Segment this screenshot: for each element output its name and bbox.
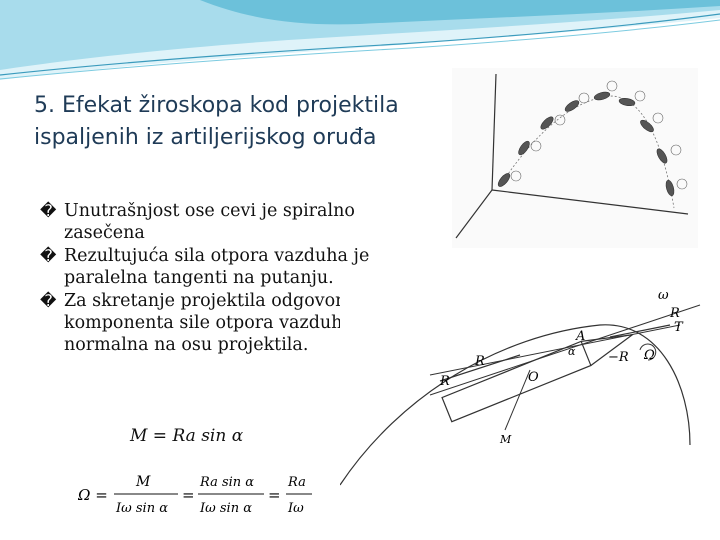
bullet-glyph-icon: �	[40, 246, 57, 265]
bullet-text: Za skretanje projektila odgovorna je komponenta sile otpora vazduha normalna na osu projektila.	[64, 291, 387, 355]
slide-title	[34, 90, 494, 154]
trajectory-path	[504, 96, 674, 208]
list-item	[40, 245, 440, 289]
projectile-body	[442, 323, 637, 422]
force-diagram	[340, 285, 710, 520]
slide-title-line-1: 5. Efekat žiroskopa kod projektila	[34, 93, 399, 118]
label-A: A	[576, 329, 586, 344]
bullet-glyph-icon: �	[40, 291, 57, 310]
projectile-icons	[496, 91, 675, 197]
moment-M-line	[505, 370, 530, 430]
bullet-text: Rezultujuća sila otpora vazduha je paralelna tangenti na putanju.	[64, 246, 370, 288]
axis-depth	[456, 190, 492, 238]
label-R-left: R	[475, 354, 485, 369]
formula-precession	[78, 470, 338, 520]
formula-num-1: M	[136, 474, 151, 490]
slide-title-line-2: ispaljenih iz artiljerijskog oruđa	[34, 125, 377, 150]
label-O: O	[528, 370, 539, 385]
label-omega: ω	[658, 288, 669, 303]
formula-moment: M = Ra sin α	[130, 426, 244, 446]
list-item	[40, 200, 440, 244]
label-R-back: R	[440, 374, 450, 389]
axis-horizontal	[492, 190, 688, 214]
formula-num-2: Ra sin α	[200, 475, 255, 490]
formula-eq-2: =	[182, 486, 195, 504]
formula-eq-3: =	[268, 486, 281, 504]
formula-den-2: Iω sin α	[200, 501, 252, 516]
bullet-text: Unutrašnjost ose cevi je spiralno zasečena	[64, 201, 355, 243]
axis-vertical	[492, 74, 496, 190]
label-T: T	[674, 320, 683, 335]
label-minus-R: −R	[608, 350, 629, 365]
label-M: M	[500, 433, 512, 446]
projectile-trajectory-figure	[452, 68, 698, 248]
formula-num-3: Ra	[288, 475, 306, 490]
force-R-front	[610, 325, 670, 337]
label-alpha: α	[568, 345, 576, 358]
formula-omega-lhs: Ω =	[78, 486, 108, 504]
label-R-top: R	[670, 306, 680, 321]
formula-den-1: Iω sin α	[116, 501, 168, 516]
formula-den-3: Iω	[288, 501, 304, 516]
bullet-glyph-icon: �	[40, 201, 57, 220]
label-Omega: Ω	[644, 348, 655, 363]
